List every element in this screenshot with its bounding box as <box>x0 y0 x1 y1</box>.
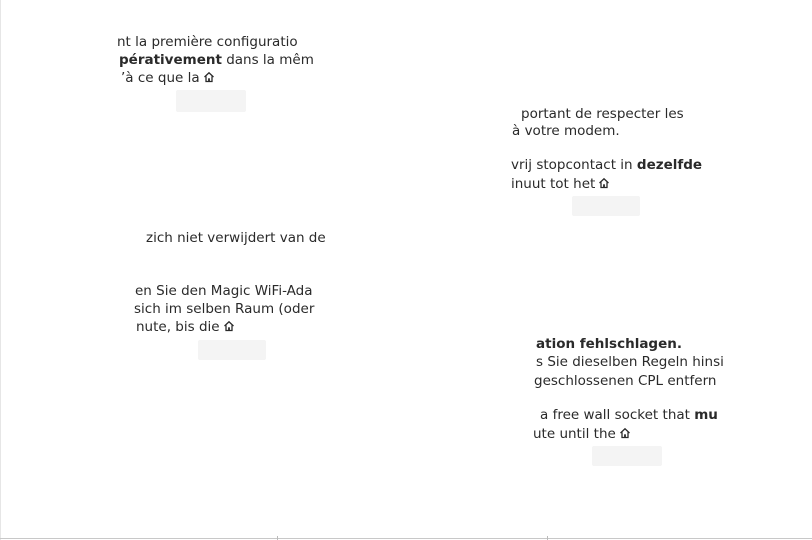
text-line <box>119 51 314 69</box>
text-line: portant de respecter les <box>521 106 684 122</box>
text-line <box>511 156 702 174</box>
text-line: zich niet verwijdert van de <box>146 230 326 246</box>
text-run: ’à ce que la <box>121 70 200 86</box>
page-marker <box>547 536 548 540</box>
text-line: s Sie dieselben Regeln hinsi <box>536 354 724 370</box>
text-run: a free wall socket that <box>540 407 695 423</box>
page-marker <box>277 536 278 540</box>
text-line: ation fehlschlagen. <box>536 336 682 352</box>
home-icon <box>619 427 631 439</box>
text-line <box>136 318 235 336</box>
home-icon <box>203 71 215 83</box>
text-line <box>540 406 718 424</box>
text-line: à votre modem. <box>512 123 620 139</box>
highlight-smudge <box>592 446 662 466</box>
bold-text: mu <box>694 407 718 423</box>
home-icon <box>598 177 610 189</box>
page-edge-left <box>0 0 1 540</box>
text-run: ute until the <box>533 426 616 442</box>
text-line <box>121 69 215 87</box>
bold-text: dezelfde <box>636 157 703 173</box>
text-line: en Sie den Magic WiFi-Ada <box>135 283 313 299</box>
text-line: sich im selben Raum (oder <box>134 301 315 317</box>
highlight-smudge <box>176 90 246 112</box>
text-run: vrij stopcontact in <box>511 157 637 173</box>
highlight-smudge <box>572 196 640 216</box>
text-line: nt la première configuratio <box>117 34 298 50</box>
highlight-smudge <box>198 340 266 360</box>
bottom-rule <box>0 538 812 539</box>
text-line <box>533 425 631 443</box>
text-run: inuut tot het <box>511 176 596 192</box>
home-icon <box>223 320 235 332</box>
text-line <box>511 175 610 193</box>
text-run: dans la mêm <box>221 52 314 68</box>
text-run: nute, bis die <box>136 319 220 335</box>
text-line: geschlossenen CPL entfern <box>534 373 717 389</box>
bold-text: pérativement <box>119 52 222 68</box>
